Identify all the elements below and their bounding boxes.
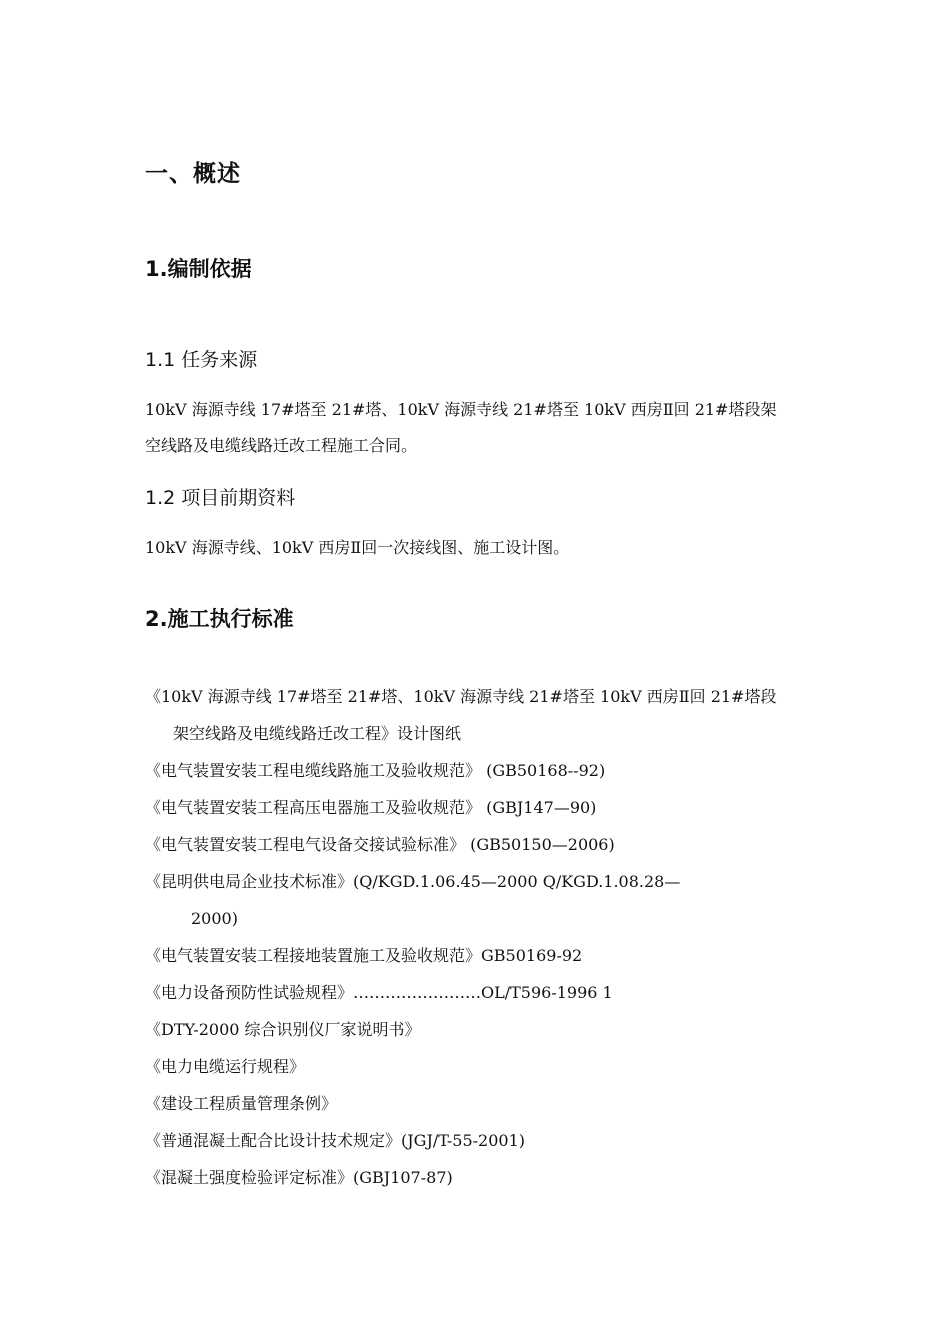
standard-item-9: 《电力电缆运行规程》: [145, 1057, 306, 1076]
standard-item-4: 《电气装置安装工程电气设备交接试验标准》 (GB50150—2006): [145, 835, 615, 854]
standard-item-1-line-1: 《10kV 海源寺线 17#塔至 21#塔、10kV 海源寺线 21#塔至 10kV 西房Ⅱ回 21#塔段: [145, 687, 777, 706]
task-source-line-1: 10kV 海源寺线 17#塔至 21#塔、10kV 海源寺线 21#塔至 10kV 西房Ⅱ回 21#塔段架: [145, 400, 777, 419]
section-2-heading: 2.施工执行标准: [145, 607, 294, 631]
standards-list: [145, 678, 825, 1196]
standard-item-7: 《电力设备预防性试验规程》……………………OL/T596-1996 1: [145, 983, 613, 1002]
task-source-paragraph: [145, 392, 820, 464]
heading-overview: 一、概述: [145, 161, 241, 187]
standard-item-2: 《电气装置安装工程电缆线路施工及验收规范》 (GB50168--92): [145, 761, 606, 780]
subsection-1-1-heading: 1.1 任务来源: [145, 349, 258, 371]
standard-item-5-line-1: 《昆明供电局企业技术标准》(Q/KGD.1.06.45—2000 Q/KGD.1.08.28—: [145, 872, 681, 891]
subsection-1-2-heading: 1.2 项目前期资料: [145, 487, 296, 509]
standard-item-10: 《建设工程质量管理条例》: [145, 1094, 338, 1113]
project-materials-line-1: 10kV 海源寺线、10kV 西房Ⅱ回一次接线图、施工设计图。: [145, 538, 570, 557]
standard-item-6: 《电气装置安装工程接地装置施工及验收规范》GB50169-92: [145, 946, 583, 965]
standard-item-11: 《普通混凝土配合比设计技术规定》(JGJ/T-55-2001): [145, 1131, 525, 1150]
standard-item-3: 《电气装置安装工程高压电器施工及验收规范》 (GBJ147—90): [145, 798, 597, 817]
section-1-heading: 1.编制依据: [145, 257, 252, 281]
task-source-line-2: 空线路及电缆线路迁改工程施工合同。: [145, 436, 418, 455]
standard-item-8: 《DTY-2000 综合识别仪厂家说明书》: [145, 1020, 421, 1039]
project-materials-paragraph: [145, 530, 820, 566]
standard-item-12: 《混凝土强度检验评定标准》(GBJ107-87): [145, 1168, 453, 1187]
standard-item-1-line-2: 架空线路及电缆线路迁改工程》设计图纸: [173, 724, 462, 743]
standard-item-5-line-2: 2000): [191, 909, 238, 928]
